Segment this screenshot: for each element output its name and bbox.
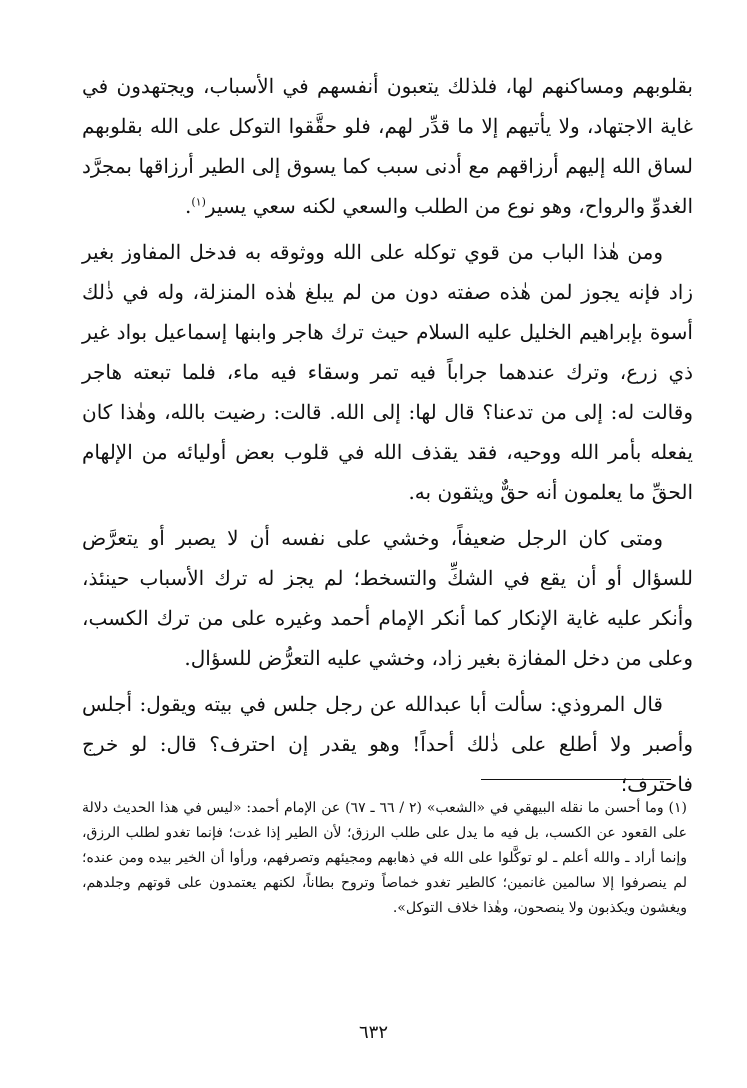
footnote-1: (١) وما أحسن ما نقله البيهقي في «الشعب» (٢ / ٦٦ ـ ٦٧) عن الإمام أحمد: «ليس في هذا الحديث دلالة على القعود عن الكسب، بل فيه ما يدل على طلب الرزق؛ لأن الطير إذا غدت؛ فإنما تغدو لطلب الرزق، وإنما أراد ـ والله أعلم ـ لو توكَّلوا على الله في ذهابهم ومجيئهم وتصرفهم، ورأوا أن الخير بيده ومن عنده؛ لم ينصرفوا إلا سالمين غانمين؛ كالطير تغدو خماصاً وتروح بطاناً، لكنهم يعتمدون على قوتهم وجلدهم، ويغشون ويكذبون ولا ينصحون، وهٰذا خلاف التوكل». [82,800,687,916]
page-number: ٦٣٢ [358,1022,388,1043]
footnotes [82,796,687,921]
paragraph-2: ومن هٰذا الباب من قوي توكله على الله ووثوقه به فدخل المفاوز بغير زاد فإنه يجوز لمن هٰذه صفته دون من لم يبلغ هٰذه المنزلة، وله في ذٰلك أسوة بإبراهيم الخليل عليه السلام حيث ترك هاجر وابنها إسماعيل بواد غير ذي زرع، وترك عندهما جراباً فيه تمر وسقاء فيه ماء، فلما تبعته هاجر وقالت له: إلى من تدعنا؟ قال لها: إلى الله. قالت: رضيت بالله، وهٰذا كان يفعله بأمر الله ووحيه، فقد يقذف الله في قلوب بعض أوليائه من الإلهام الحقِّ ما يعلمون أنه حقٌّ ويثقون به. [82,240,693,504]
main-text-body [82,66,693,804]
paragraph-1-text: بقلوبهم ومساكنهم لها، فلذلك يتعبون أنفسهم في الأسباب، ويجتهدون في غاية الاجتهاد، ولا يأتيهم إلا ما قدِّر لهم، فلو حقَّقوا التوكل على الله بقلوبهم لساق الله إليهم أرزاقهم مع أدنى سبب كما يسوق إلى الطير أرزاقها بمجرَّد الغدوِّ والرواح، وهو نوع من الطلب والسعي لكنه سعي يسير [82,74,693,218]
paragraph-1-end: . [184,194,192,218]
footnote-separator [481,779,671,780]
paragraph-4: قال المروذي: سألت أبا عبدالله عن رجل جلس في بيته ويقول: أجلس وأصبر ولا أطلع على ذٰلك أحداً! وهو يقدر إن احترف؟ قال: لو خرج فاحترف؛ [82,692,693,796]
paragraph-3: ومتى كان الرجل ضعيفاً، وخشي على نفسه أن لا يصبر أو يتعرَّض للسؤال أو أن يقع في الشكِّ والتسخط؛ لم يجز له ترك الأسباب حينئذ، وأنكر عليه غاية الإنكار كما أنكر الإمام أحمد وغيره على من ترك الكسب، وعلى من دخل المفازة بغير زاد، وخشي عليه التعرُّض للسؤال. [82,526,693,670]
footnote-marker: (١) [191,195,206,209]
paragraph-1 [82,66,693,226]
